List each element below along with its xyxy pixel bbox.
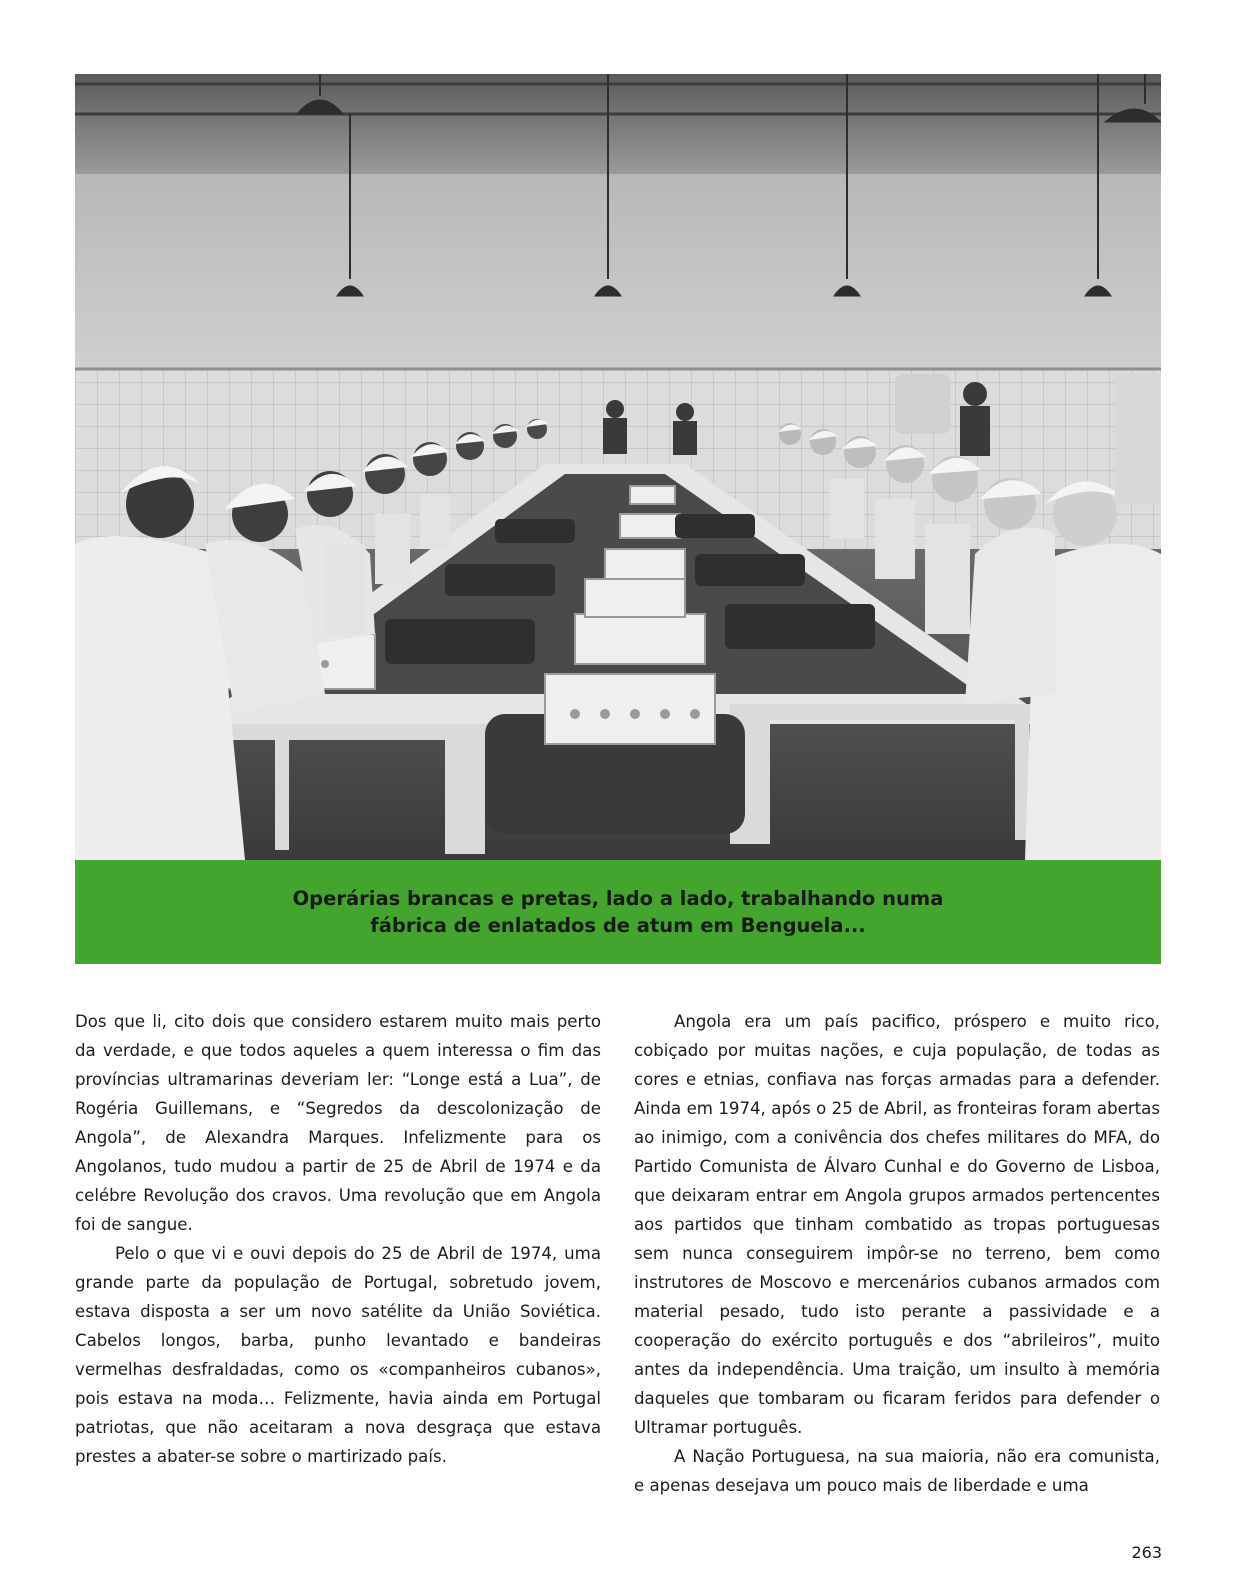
- paragraph: Dos que li, cito dois que considero estarem muito mais perto da verdade, e que todos aqueles a quem interessa o fim das províncias ultramarinas deveriam ler: “Longe está a Lua”, de Rogéria Guillemans, e “Segredos da descolonização de Angola”, de Alexandra Marques. Infelizmente para os Angolanos, tudo mudou a partir de 25 de Abril de 1974 e da celébre Revolução dos cravos. Uma revolução que em Angola foi de sangue.: [75, 1012, 601, 1234]
- factory-photo-illustration: [75, 74, 1161, 860]
- paragraph: Angola era um país pacifico, próspero e muito rico, cobiçado por muitas nações, e cuja população, de todas as cores e etnias, confiava nas forças armadas para a defender. Ainda em 1974, após o 25 de Abril, as fronteiras foram abertas ao inimigo, com a conivência dos chefes militares do MFA, do Partido Comunista de Álvaro Cunhal e do Governo de Lisboa, que deixaram entrar em Angola grupos armados pertencentes aos partidos que tinham combatido as tropas portuguesas sem nunca conseguirem impôr-se no terreno, bem como instrutores de Moscovo e mercenários cubanos armados com material pesado, tudo isto perante a passividade e a cooperação do exército português e dos “abrileiros”, muito antes da independência. Uma traição, um insulto à memória daqueles que tombaram ou ficaram feridos para defender o Ultramar português.: [634, 1012, 1160, 1437]
- page-number: 263: [1131, 1543, 1162, 1562]
- text-column-left: [75, 1007, 601, 1471]
- caption-line-1: Operárias brancas e pretas, lado a lado, trabalhando numa: [292, 887, 944, 910]
- factory-photo: [75, 74, 1161, 860]
- caption-line-2: fábrica de enlatados de atum em Benguela...: [370, 914, 866, 937]
- paragraph: Pelo o que vi e ouvi depois do 25 de Abril de 1974, uma grande parte da população de Portugal, sobretudo jovem, estava disposta a ser um novo satélite da União Soviética. Cabelos longos, barba, punho levantado e bandeiras vermelhas desfraldadas, como os «companheiros cubanos», pois estava na moda… Felizmente, havia ainda em Portugal patriotas, que não aceitaram a nova desgraça que estava prestes a abater-se sobre o martirizado país.: [75, 1244, 601, 1466]
- paragraph: A Nação Portuguesa, na sua maioria, não era comunista, e apenas desejava um pouco mais de liberdade e uma: [634, 1447, 1160, 1495]
- photo-caption: [75, 860, 1161, 964]
- text-column-right: [634, 1007, 1160, 1500]
